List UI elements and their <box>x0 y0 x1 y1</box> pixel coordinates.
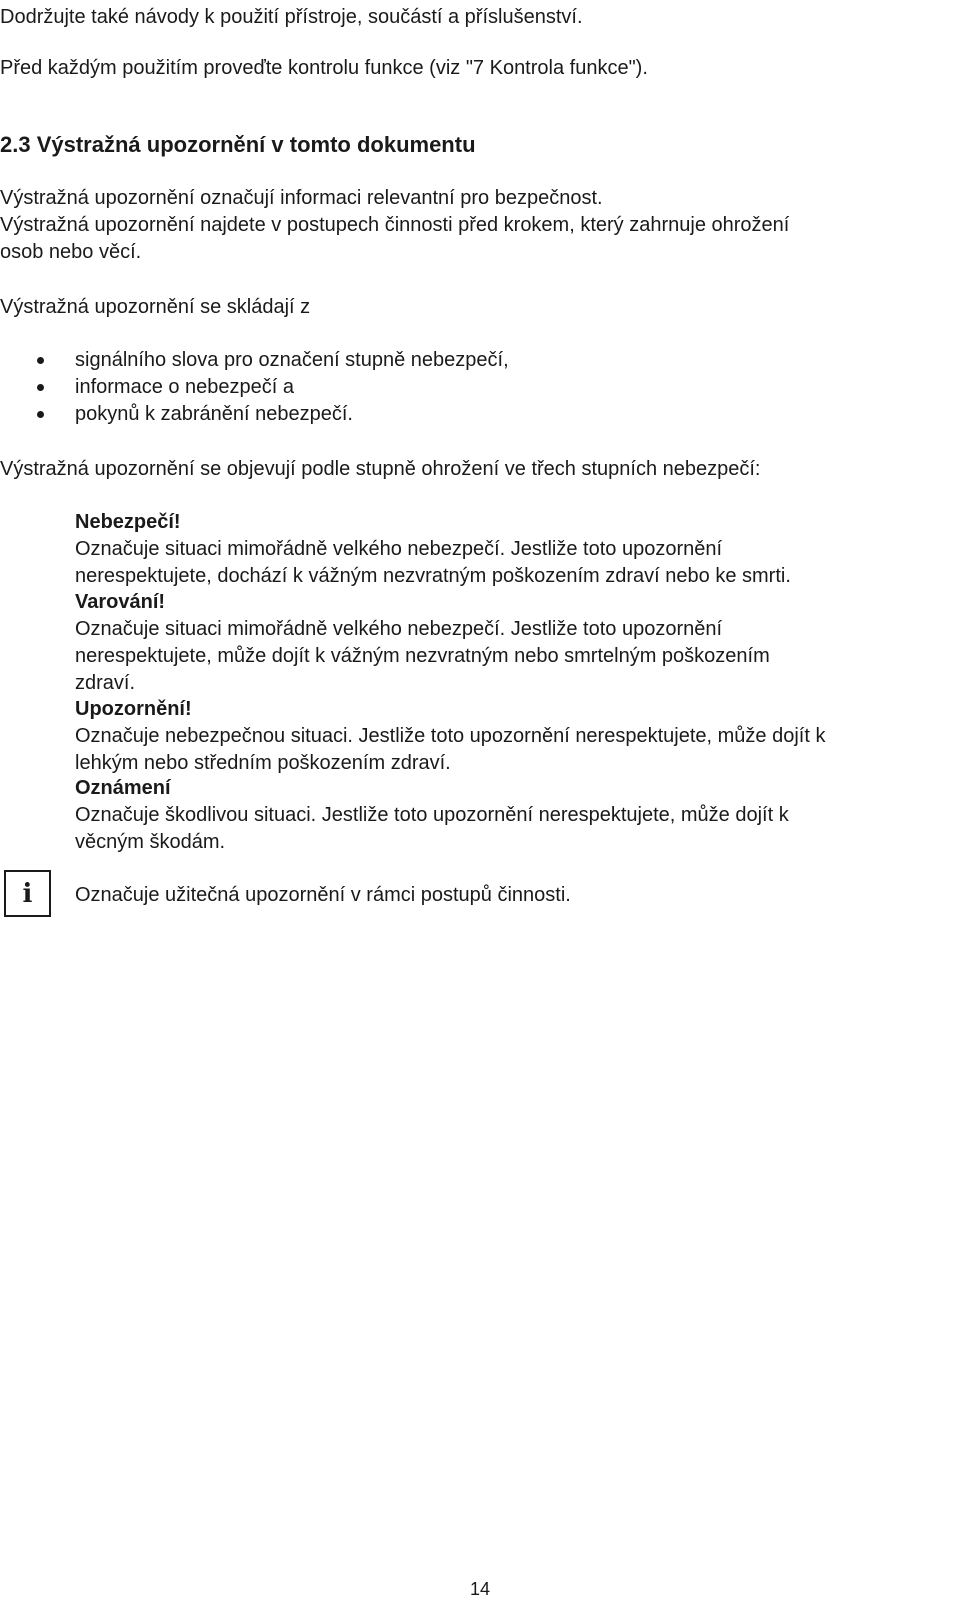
list-item: signálního slova pro označení stupně nebezpečí, <box>75 349 509 371</box>
paragraph-line: Výstražná upozornění najdete v postupech činnosti před krokem, který zahrnuje ohrožení <box>0 214 790 236</box>
signal-word-danger: Nebezpečí! <box>75 511 181 533</box>
signal-word-notice: Oznámení <box>75 777 171 799</box>
paragraph-line: Výstražná upozornění označují informaci relevantní pro bezpečnost. <box>0 187 603 209</box>
signal-description-line: Označuje situaci mimořádně velkého nebezpečí. Jestliže toto upozornění <box>75 538 723 560</box>
signal-word-caution: Upozornění! <box>75 698 192 720</box>
signal-description-line: zdraví. <box>75 672 136 694</box>
signal-description-line: Označuje situaci mimořádně velkého nebezpečí. Jestliže toto upozornění <box>75 618 723 640</box>
signal-description-line: nerespektujete, může dojít k vážným nezvratným nebo smrtelným poškozením <box>75 645 770 667</box>
intro-line-1: Dodržujte také návody k použití přístroje, součástí a příslušenství. <box>0 6 583 28</box>
page-number: 14 <box>469 1579 491 1599</box>
paragraph-line: Výstražná upozornění se skládají z <box>0 296 311 318</box>
list-item: informace o nebezpečí a <box>75 376 295 398</box>
signal-description-line: věcným škodám. <box>75 831 226 853</box>
signal-word-warning: Varování! <box>75 591 166 613</box>
signal-description-line: nerespektujete, dochází k vážným nezvratným poškozením zdraví nebo ke smrti. <box>75 565 791 587</box>
bullet-marker <box>37 411 44 418</box>
intro-line-2: Před každým použitím proveďte kontrolu funkce (viz "7 Kontrola funkce"). <box>0 57 648 79</box>
list-item: pokynů k zabránění nebezpečí. <box>75 403 353 425</box>
signal-description-line: Označuje nebezpečnou situaci. Jestliže toto upozornění nerespektujete, může dojít k <box>75 725 826 747</box>
paragraph-line: osob nebo věcí. <box>0 241 142 263</box>
info-text: Označuje užitečná upozornění v rámci postupů činnosti. <box>75 884 571 906</box>
info-icon <box>4 870 51 917</box>
bullet-marker <box>37 357 44 364</box>
section-heading: 2.3 Výstražná upozornění v tomto dokumentu <box>0 132 476 157</box>
info-glyph: i <box>22 879 33 909</box>
bullet-marker <box>37 384 44 391</box>
paragraph-line: Výstražná upozornění se objevují podle stupně ohrožení ve třech stupních nebezpečí: <box>0 458 761 480</box>
signal-description-line: Označuje škodlivou situaci. Jestliže toto upozornění nerespektujete, může dojít k <box>75 804 789 826</box>
signal-description-line: lehkým nebo středním poškozením zdraví. <box>75 752 451 774</box>
